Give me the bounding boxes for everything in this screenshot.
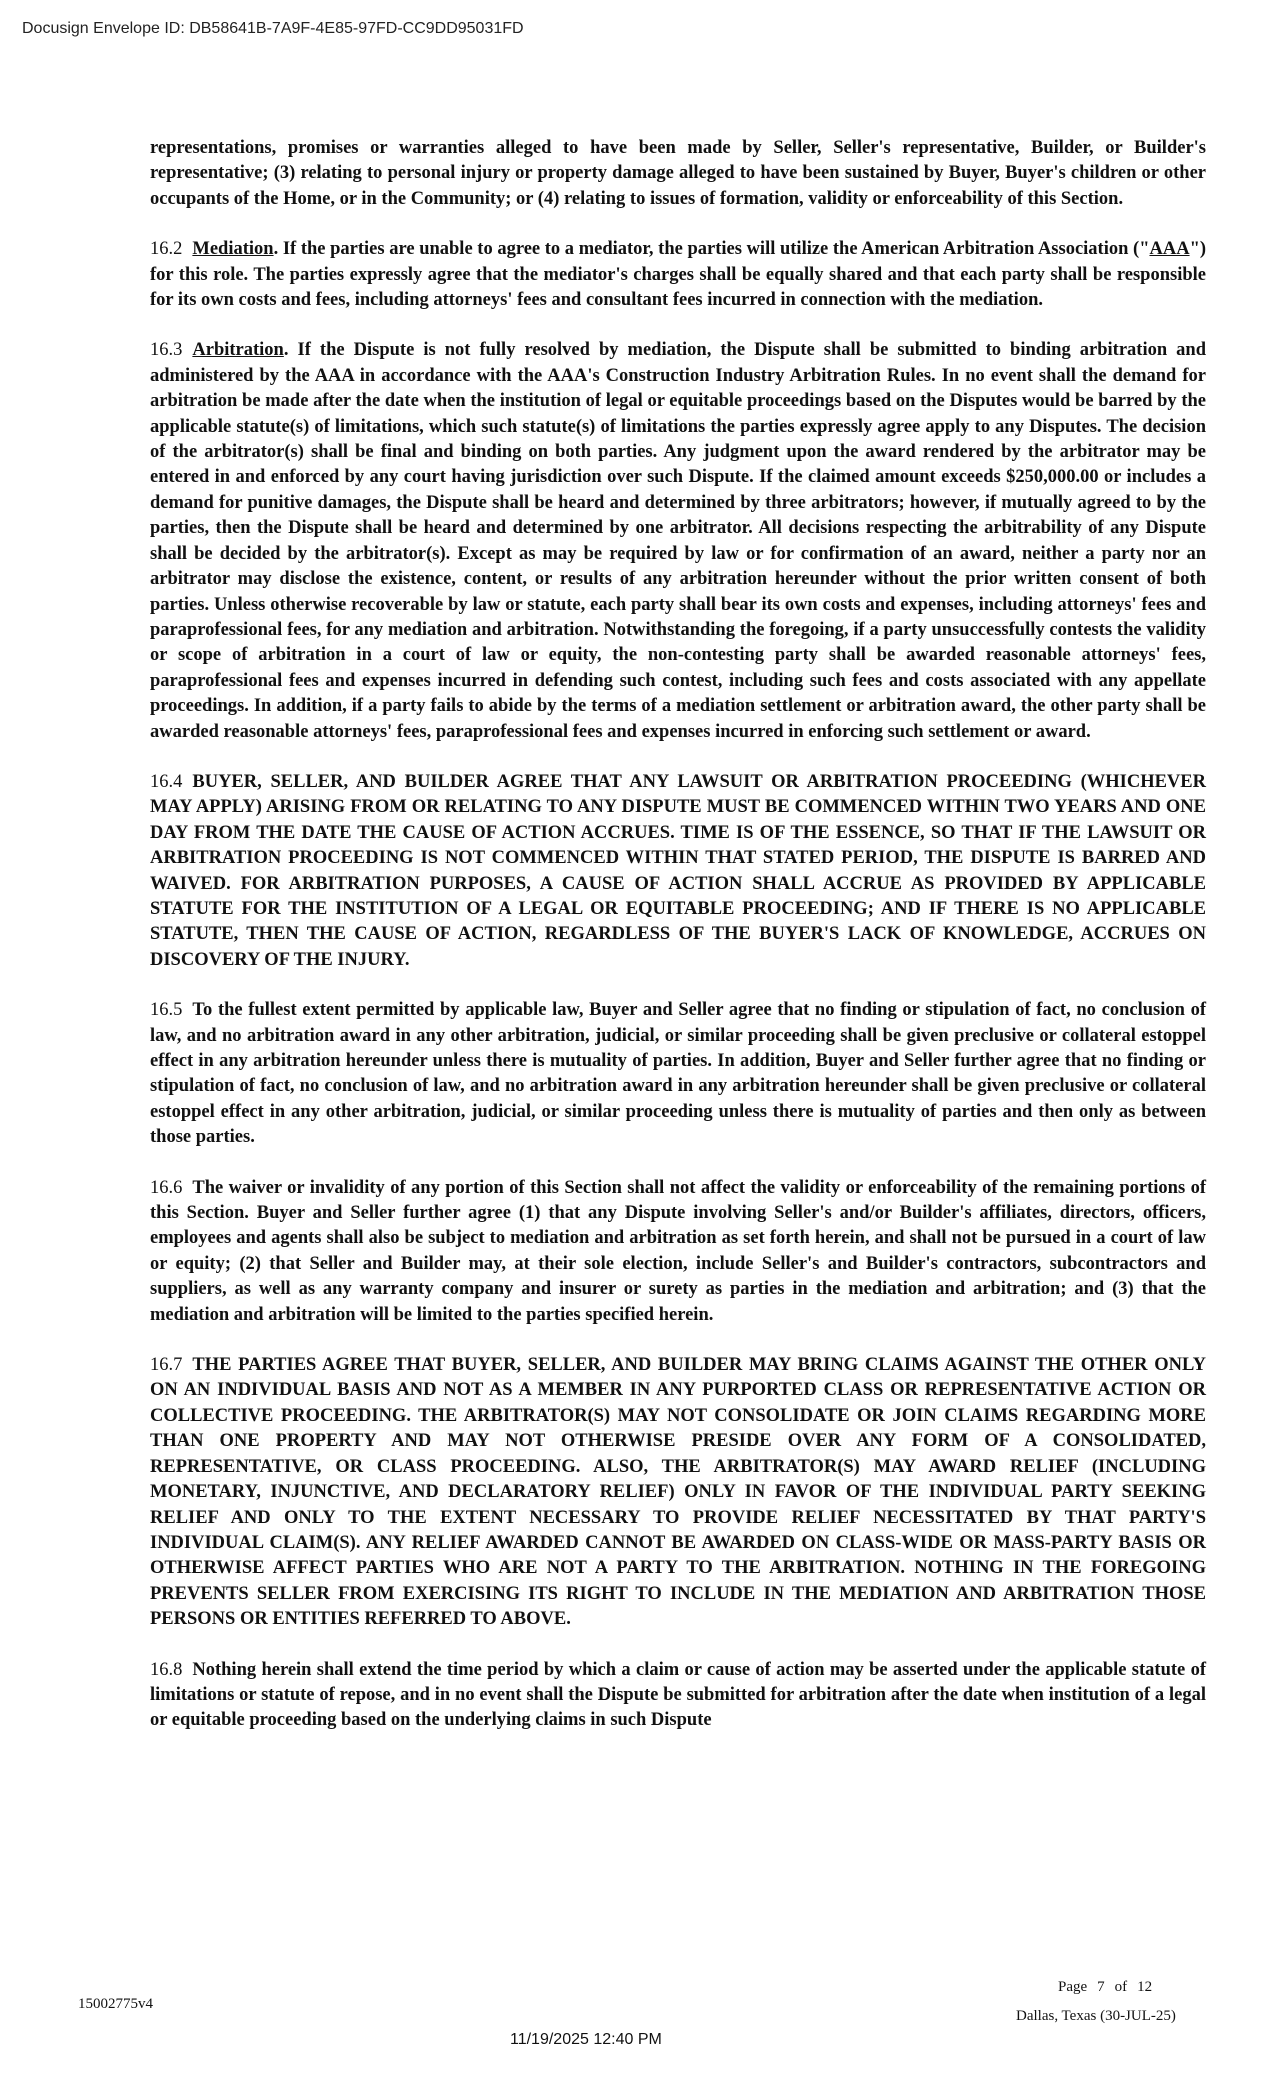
continued-text: representations, promises or warranties alleged to have been made by Seller, Seller's representative, Builder, or Builder's representative; (3) relating to personal injury or property damage alleged to have been sustained by Buyer, Buyer's children or other occupants of the Home, or in the Community; or (4) relating to issues of formation, validity or enforceability of this Section. xyxy=(150,138,1206,209)
section-number: 16.7 xyxy=(150,1355,183,1376)
section-text: THE PARTIES AGREE THAT BUYER, SELLER, AND BUILDER MAY BRING CLAIMS AGAINST THE OTHER ONLY ON AN INDIVIDUAL BASIS AND NOT AS A MEMBER IN ANY PURPORTED CLASS OR REPRESENTATIVE ACTION OR COLLECTIVE PROCEEDING. THE ARBITRATOR(S) MAY NOT CONSOLIDATE OR JOIN CLAIMS REGARDING MORE THAN ONE PROPERTY AND MAY NOT OTHERWISE PRESIDE OVER ANY FORM OF A CONSOLIDATED, REPRESENTATIVE, OR CLASS PROCEEDING. ALSO, THE ARBITRATOR(S) MAY AWARD RELIEF (INCLUDING MONETARY, INJUNCTIVE, AND DECLARATORY RELIEF) ONLY IN FAVOR OF THE INDIVIDUAL PARTY SEEKING RELIEF AND ONLY TO THE EXTENT NECESSARY TO PROVIDE RELIEF NECESSITATED BY THAT PARTY'S INDIVIDUAL CLAIM(S). ANY RELIEF AWARDED CANNOT BE AWARDED ON CLASS-WIDE OR MASS-PARTY BASIS OR OTHERWISE AFFECT PARTIES WHO ARE NOT A PARTY TO THE ARBITRATION. NOTHING IN THE FOREGOING PREVENTS SELLER FROM EXERCISING ITS RIGHT TO INCLUDE IN THE MEDIATION AND ARBITRATION THOSE PERSONS OR ENTITIES REFERRED TO ABOVE. xyxy=(150,1355,1206,1630)
page-total: 12 xyxy=(1137,1979,1153,1995)
section-number: 16.2 xyxy=(150,239,183,260)
section-16-6 xyxy=(150,1176,1206,1328)
section-text: . If the parties are unable to agree to a mediator, the parties will utilize the American Arbitration Association (" xyxy=(273,239,1150,260)
section-text: BUYER, SELLER, AND BUILDER AGREE THAT ANY LAWSUIT OR ARBITRATION PROCEEDING (WHICHEVER MAY APPLY) ARISING FROM OR RELATING TO ANY DISPUTE MUST BE COMMENCED WITHIN TWO YEARS AND ONE DAY FROM THE DATE THE CAUSE OF ACTION ACCRUES. TIME IS OF THE ESSENCE, SO THAT IF THE LAWSUIT OR ARBITRATION PROCEEDING IS NOT COMMENCED WITHIN THAT STATED PERIOD, THE DISPUTE IS BARRED AND WAIVED. FOR ARBITRATION PURPOSES, A CAUSE OF ACTION SHALL ACCRUE AS PROVIDED BY APPLICABLE STATUTE FOR THE INSTITUTION OF A LEGAL OR EQUITABLE PROCEEDING; AND IF THERE IS NO APPLICABLE STATUTE, THEN THE CAUSE OF ACTION, REGARDLESS OF THE BUYER'S LACK OF KNOWLEDGE, ACCRUES ON DISCOVERY OF THE INJURY. xyxy=(150,771,1206,970)
section-16-8 xyxy=(150,1658,1206,1734)
envelope-id: Docusign Envelope ID: DB58641B-7A9F-4E85-97FD-CC9DD95031FD xyxy=(22,20,524,37)
document-body xyxy=(150,136,1206,1759)
section-title-arbitration: Arbitration xyxy=(192,340,284,361)
page-indicator xyxy=(1058,1979,1152,1996)
section-16-3 xyxy=(150,338,1206,745)
page-number: 7 xyxy=(1097,1979,1105,1995)
section-number: 16.8 xyxy=(150,1659,183,1680)
section-text: To the fullest extent permitted by applicable law, Buyer and Seller agree that no finding or stipulation of fact, no conclusion of law, and no arbitration award in any other arbitration, judicial, or similar proceeding shall be given preclusive or collateral estoppel effect in any arbitration hereunder unless there is mutuality of parties. In addition, Buyer and Seller further agree that no finding or stipulation of fact, no conclusion of law, and no arbitration award in any arbitration hereunder shall be given preclusive or collateral estoppel effect in any other arbitration, judicial, or similar proceeding unless there is mutuality of parties and then only as between those parties. xyxy=(150,1000,1206,1148)
defined-term-aaa: AAA xyxy=(1149,239,1190,260)
page-label: Page xyxy=(1058,1979,1088,1995)
section-text: . If the Dispute is not fully resolved by mediation, the Dispute shall be submitted to binding arbitration and administered by the AAA in accordance with the AAA's Construction Industry Arbitration Rules. In no event shall the demand for arbitration be made after the date when the institution of legal or equitable proceedings based on the Disputes would be barred by the applicable statute(s) of limitations, which such statute(s) of limitations the parties expressly agree apply to any Disputes. The decision of the arbitrator(s) shall be final and binding on both parties. Any judgment upon the award rendered by the arbitrator may be entered in and enforced by any court having jurisdiction over such Dispute. If the claimed amount exceeds $250,000.00 or includes a demand for punitive damages, the Dispute shall be heard and determined by three arbitrators; however, if mutually agreed to by the parties, then the Dispute shall be heard and determined by one arbitrator. All decisions respecting the arbitrability of any Dispute shall be decided by the arbitrator(s). Except as may be required by law or for confirmation of an award, neither a party nor an arbitrator may disclose the existence, content, or results of any arbitration hereunder without the prior written consent of both parties. Unless otherwise recoverable by law or statute, each party shall bear its own costs and expenses, including attorneys' fees and paraprofessional fees, for any mediation and arbitration. Notwithstanding the foregoing, if a party unsuccessfully contests the validity or scope of arbitration in a court of law or equity, the non-contesting party shall be awarded reasonable attorneys' fees, paraprofessional fees and expenses incurred in defending such contest, including such fees and costs associated with any appellate proceedings. In addition, if a party fails to abide by the terms of a mediation settlement or arbitration award, the other party shall be awarded reasonable attorneys' fees, paraprofessional fees and expenses incurred in enforcing such settlement or award. xyxy=(150,340,1206,742)
section-number: 16.4 xyxy=(150,771,183,792)
section-continued xyxy=(150,136,1206,212)
section-number: 16.6 xyxy=(150,1177,183,1198)
document-location: Dallas, Texas (30-JUL-25) xyxy=(1016,2008,1176,2024)
section-16-2 xyxy=(150,237,1206,313)
section-number: 16.5 xyxy=(150,1000,183,1021)
section-title-mediation: Mediation xyxy=(192,239,274,260)
document-id: 15002775v4 xyxy=(78,1996,153,2012)
section-16-4 xyxy=(150,770,1206,973)
section-text: ") for this role. The parties expressly agree that the mediator's charges shall be equally shared and that each party shall be responsible for its own costs and fees, including attorneys' fees and consultant fees incurred in connection with the mediation. xyxy=(150,239,1206,311)
section-text: The waiver or invalidity of any portion of this Section shall not affect the validity or enforceability of the remaining portions of this Section. Buyer and Seller further agree (1) that any Dispute involving Seller's and/or Builder's affiliates, directors, officers, employees and agents shall also be subject to mediation and arbitration as set forth herein, and shall not be pursued in a court of law or equity; (2) that Seller and Builder may, at their sole election, include Seller's and Builder's contractors, subcontractors and suppliers, as well as any warranty company and insurer or surety as parties in the mediation and arbitration; and (3) that the mediation and arbitration will be limited to the parties specified herein. xyxy=(150,1177,1206,1325)
section-text: Nothing herein shall extend the time period by which a claim or cause of action may be asserted under the applicable statute of limitations or statute of repose, and in no event shall the Dispute be submitted for arbitration after the date when institution of a legal or equitable proceeding based on the underlying claims in such Dispute xyxy=(150,1659,1206,1731)
section-number: 16.3 xyxy=(150,340,183,361)
signature-timestamp: 11/19/2025 12:40 PM xyxy=(510,2031,662,2048)
of-label: of xyxy=(1114,1979,1128,1995)
section-16-5 xyxy=(150,998,1206,1150)
section-16-7 xyxy=(150,1353,1206,1632)
